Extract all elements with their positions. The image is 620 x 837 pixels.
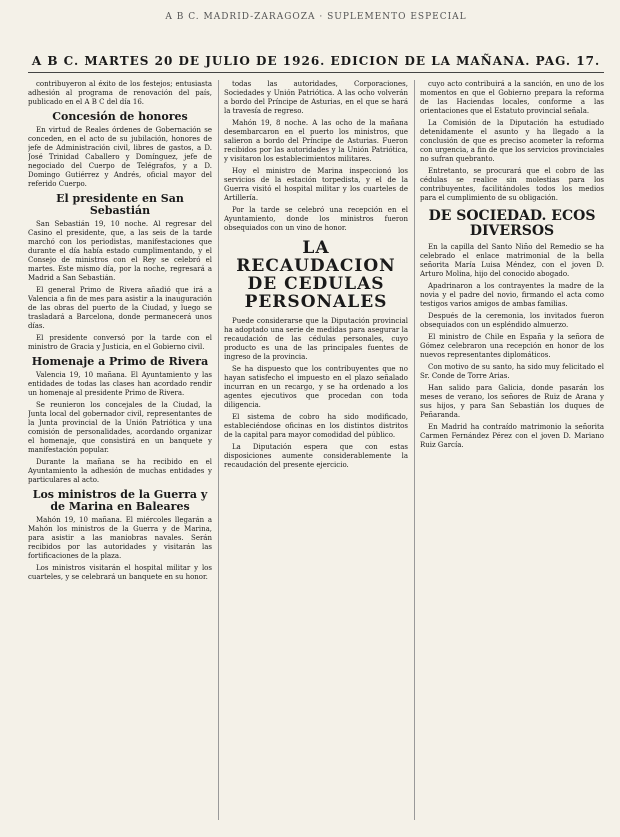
headline-ministros: Los ministros de la Guerra y de Marina en Baleares	[32, 488, 208, 513]
paragraph: En virtud de Reales órdenes de Gobernación se conceden, en el acto de su jubilación, honores de jefe de Administración civil, libres de gastos, a D. José Trinidad Caballero y Domínguez, jefe de negociado del Cuerpo de Telégrafos, y a D. Domingo Gutiérrez y Andrés, oficial mayor del referido Cuerpo.	[28, 126, 212, 188]
newspaper-page	[28, 10, 604, 830]
paragraph: El ministro de Chile en España y la señora de Gómez celebraron una recepción en honor de los nuevos representantes diplomáticos.	[420, 333, 604, 359]
header-title: A B C. MARTES 20 DE JULIO DE 1926. EDICION DE LA MAÑANA. PAG. 17.	[31, 54, 601, 68]
paragraph: Apadrinaron a los contrayentes la madre de la novia y el padre del novio, firmando el acta como testigos varios amigos de ambas familias.	[420, 282, 604, 308]
paragraph: cuyo acto contribuirá a la sanción, en uno de los momentos en que el Gobierno prepara la reforma de las Haciendas locales, conforme a las orientaciones que el Estatuto provincial señala.	[420, 80, 604, 115]
header-top-strip: A B C. MADRID-ZARAGOZA · SUPLEMENTO ESPECIAL	[165, 12, 467, 22]
headline-recaudacion: LA RECAUDACION DE CEDULAS PERSONALES	[236, 238, 396, 312]
headline-honores: Concesión de honores	[52, 110, 188, 123]
paragraph: Mahón 19, 8 noche. A las ocho de la mañana desembarcaron en el puerto los ministros, que salieron a bordo del Príncipe de Asturias. Fueron recibidos por las autoridades y la Unión Patriótica, y visitaron los establecimientos militares.	[224, 119, 408, 163]
paragraph: Se reunieron los concejales de la Ciudad, la Junta local del gobernador civil, representantes de la Junta provincial de la Unión Patriótica y una comisión de personalidades, acordando organizar el homenaje, que consistirá en un banquete y manifestación popular.	[28, 401, 212, 454]
headline-sociedad: DE SOCIEDAD. ECOS DIVERSOS	[428, 208, 596, 239]
paragraph: Los ministros visitarán el hospital militar y los cuarteles, y se celebrará un banquete en su honor.	[28, 564, 212, 581]
column-3	[420, 80, 604, 820]
paragraph: El presidente conversó por la tarde con el ministro de Gracia y Justicia, en el Gobierno civil.	[28, 334, 212, 351]
paragraph: En la capilla del Santo Niño del Remedio se ha celebrado el enlace matrimonial de la bella señorita María Luisa Méndez, con el joven D. Arturo Molina, hijo del conocido abogado.	[420, 243, 604, 278]
paragraph: San Sebastián 19, 10 noche. Al regresar del Casino el presidente, que, a las seis de la tarde marchó con los periodistas, manifestaciones que durante el día había estado cumplimentando, y el Consejo de ministros con el Rey se celebró el martes. Este mismo día, por la noche, regresará a Madrid a San Sebastián.	[28, 220, 212, 282]
paragraph: Valencia 19, 10 mañana. El Ayuntamiento y las entidades de todas las clases han acordado rendir un homenaje al presidente Primo de Rivera.	[28, 371, 212, 397]
column-2	[224, 80, 408, 820]
paragraph: Puede considerarse que la Diputación provincial ha adoptado una serie de medidas para asegurar la recaudación de las cédulas personales, cuyo producto es una de las principales fuentes de ingreso de la provincia.	[224, 317, 408, 361]
paragraph: La Comisión de la Diputación ha estudiado detenidamente el asunto y ha llegado a la conclusión de que es preciso acometer la reforma con urgencia, a fin de que los servicios provinciales no sufran quebranto.	[420, 119, 604, 163]
column-divider	[414, 80, 415, 820]
paragraph: Con motivo de su santo, ha sido muy felicitado el Sr. Conde de Torre Arias.	[420, 363, 604, 380]
column-divider	[218, 80, 219, 820]
header-rule	[28, 72, 604, 73]
paragraph: Hoy el ministro de Marina inspeccionó los servicios de la estación torpedista, y el de la Guerra visitó el hospital militar y los cuarteles de Artillería.	[224, 167, 408, 202]
headline-homenaje: Homenaje a Primo de Rivera	[31, 355, 209, 368]
paragraph: contribuyeron al éxito de los festejos; entusiasta adhesión al programa de renovación del país, publicado en el A B C del día 16.	[28, 80, 212, 106]
paragraph: Mahón 19, 10 mañana. El miércoles llegarán a Mahón los ministros de la Guerra y de Marina, para asistir a las maniobras navales. Serán recibidos por las autoridades y visitarán las fortificaciones de la plaza.	[28, 516, 212, 560]
paragraph: El general Primo de Rivera añadió que irá a Valencia a fin de mes para asistir a la inauguración de las obras del puerto de la Ciudad, y luego se trasladará a Barcelona, donde permanecerá unos días.	[28, 286, 212, 330]
paragraph: El sistema de cobro ha sido modificado, estableciéndose oficinas en los distintos distritos de la capital para mayor comodidad del público.	[224, 413, 408, 439]
page-header	[28, 10, 604, 76]
paragraph: Han salido para Galicia, donde pasarán los meses de verano, los señores de Ruiz de Arana y sus hijos, y para San Sebastián los duques de Peñaranda.	[420, 384, 604, 419]
paragraph: En Madrid ha contraído matrimonio la señorita Carmen Fernández Pérez con el joven D. Mariano Ruiz García.	[420, 423, 604, 449]
headline-san-sebastian: El presidente en San Sebastián	[56, 192, 184, 217]
paragraph: Después de la ceremonia, los invitados fueron obsequiados con un espléndido almuerzo.	[420, 312, 604, 329]
column-1	[28, 80, 212, 820]
paragraph: todas las autoridades, Corporaciones, Sociedades y Unión Patriótica. A las ocho volverán a bordo del Príncipe de Asturias, en el que se hará la travesía de regreso.	[224, 80, 408, 115]
paragraph: La Diputación espera que con estas disposiciones aumente considerablemente la recaudación del presente ejercicio.	[224, 443, 408, 469]
paragraph: Se ha dispuesto que los contribuyentes que no hayan satisfecho el impuesto en el plazo señalado incurran en un recargo, y se ha ordenado a los agentes ejecutivos que procedan con toda diligencia.	[224, 365, 408, 409]
paragraph: Entretanto, se procurará que el cobro de las cédulas se realice sin molestias para los contribuyentes, facilitándoles todos los medios para el cumplimiento de su obligación.	[420, 167, 604, 202]
paragraph: Durante la mañana se ha recibido en el Ayuntamiento la adhesión de muchas entidades y particulares al acto.	[28, 458, 212, 484]
paragraph: Por la tarde se celebró una recepción en el Ayuntamiento, donde los ministros fueron obsequiados con un vino de honor.	[224, 206, 408, 232]
